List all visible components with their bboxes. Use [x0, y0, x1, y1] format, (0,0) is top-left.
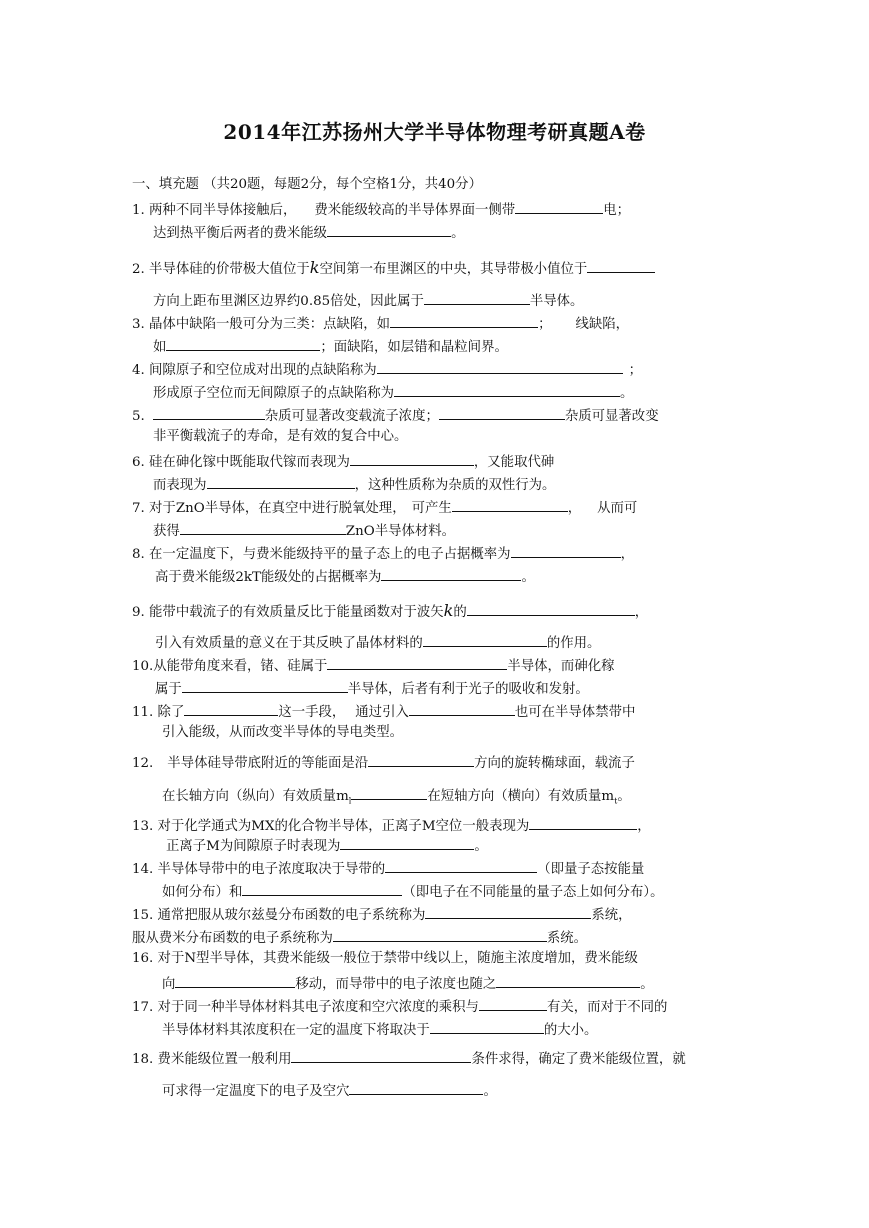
question-17-line-2: 半导体材料其浓度积在一定的温度下将取决于 的大小。: [162, 1019, 597, 1040]
question-18-line-2: 可求得一定温度下的电子及空穴 。: [162, 1080, 497, 1101]
answer-blank[interactable]: [409, 701, 515, 716]
answer-blank[interactable]: [479, 996, 547, 1011]
answer-blank[interactable]: [182, 678, 348, 693]
answer-blank[interactable]: [377, 359, 623, 374]
question-15-line-2: 服从费米分布函数的电子系统称为 系统。: [132, 927, 587, 948]
question-3-line-1: 3. 晶体中缺陷一般可分为三类：点缺陷，如 ； 线缺陷，: [132, 313, 629, 334]
question-13-line-2: 正离子M为间隙原子时表现为 。: [166, 835, 488, 856]
answer-blank[interactable]: [291, 1048, 471, 1063]
section-heading: 一、填充题 （共20题，每题2分，每个空格1分，共40分）: [132, 177, 482, 192]
question-5-line-1: 5. 杂质可显著改变载流子浓度； 杂质可显著改变: [132, 405, 659, 426]
answer-blank[interactable]: [153, 405, 265, 420]
question-16-line-2: 向 移动，而导带中的电子浓度也随之 。: [162, 973, 654, 994]
answer-blank[interactable]: [439, 405, 565, 420]
answer-blank[interactable]: [452, 497, 568, 512]
answer-blank[interactable]: [496, 973, 640, 988]
question-6-line-1: 6. 硅在砷化镓中既能取代镓而表现为 ，又能取代砷: [132, 451, 554, 472]
question-8-line-2: 高于费米能级2kT能级处的占据概率为 。: [155, 566, 535, 587]
question-9-line-2: 引入有效质量的意义在于其反映了晶体材料的 的作用。: [155, 632, 600, 653]
answer-blank[interactable]: [242, 881, 402, 896]
question-7-line-2: 获得 ZnO半导体材料。: [153, 520, 455, 541]
question-9-line-1: 9. 能带中载流子的有效质量反比于能量函数对于波矢k的 ，: [132, 601, 649, 620]
answer-blank[interactable]: [511, 543, 621, 558]
question-3-line-2: 如 ；面缺陷，如层错和晶粒间界。: [153, 336, 508, 357]
question-11-line-2: 引入能级，从而改变半导体的导电类型。: [162, 725, 404, 740]
answer-blank[interactable]: [207, 474, 355, 489]
question-6-line-2: 而表现为 ，这种性质称为杂质的双性行为。: [153, 474, 555, 495]
answer-blank[interactable]: [349, 1080, 483, 1095]
answer-blank[interactable]: [385, 858, 537, 873]
answer-blank[interactable]: [394, 382, 620, 397]
question-13-line-1: 13. 对于化学通式为MX的化合物半导体，正离子M空位一般表现为 ，: [132, 815, 651, 836]
question-14-line-1: 14. 半导体导带中的电子浓度取决于导带的 （即量子态按能量: [132, 858, 644, 879]
question-15-line-1: 15. 通常把服从玻尔兹曼分布函数的电子系统称为 系统，: [132, 904, 632, 925]
answer-blank[interactable]: [175, 973, 295, 988]
question-16-line-1: 16. 对于N型半导体，其费米能级一般位于禁带中线以上，随施主浓度增加，费米能级: [132, 951, 638, 966]
answer-blank[interactable]: [351, 785, 427, 800]
answer-blank[interactable]: [166, 336, 320, 351]
question-17-line-1: 17. 对于同一种半导体材料其电子浓度和空穴浓度的乘积与 有关，而对于不同的: [132, 996, 667, 1017]
answer-blank[interactable]: [327, 222, 451, 237]
page-title: 2014年江苏扬州大学半导体物理考研真题A卷: [223, 120, 646, 144]
answer-blank[interactable]: [467, 601, 635, 616]
question-18-line-1: 18. 费米能级位置一般利用 条件求得，确定了费米能级位置，就: [132, 1048, 686, 1069]
question-10-line-1: 10.从能带角度来看，锗、硅属于 半导体，而砷化稼: [132, 655, 615, 676]
question-10-line-2: 属于 半导体，后者有利于光子的吸收和发射。: [155, 678, 589, 699]
question-8-line-1: 8. 在一定温度下，与费米能级持平的量子态上的电子占据概率为 ，: [132, 543, 634, 564]
answer-blank[interactable]: [587, 258, 655, 273]
answer-blank[interactable]: [340, 835, 474, 850]
question-12-line-2: 在长轴方向（纵向）有效质量$m_l$ 在短轴方向（横向）有效质量$m_t$。: [162, 785, 631, 811]
question-2-line-1: 2. 半导体硅的价带极大值位于k空间第一布里渊区的中央，其导带极小值位于: [132, 258, 655, 279]
question-2-line-2: 方向上距布里渊区边界约0.85倍处，因此属于 半导体。: [153, 290, 583, 311]
question-7-line-1: 7. 对于ZnO半导体，在真空中进行脱氧处理， 可产生 ， 从而可: [132, 497, 637, 518]
question-5-line-2: 非平衡载流子的寿命，是有效的复合中心。: [153, 429, 408, 444]
answer-blank[interactable]: [515, 199, 603, 214]
answer-blank[interactable]: [529, 815, 637, 830]
question-14-line-2: 如何分布）和 （即电子在不同能量的量子态上如何分布）。: [162, 881, 663, 902]
answer-blank[interactable]: [333, 927, 547, 942]
answer-blank[interactable]: [425, 904, 591, 919]
answer-blank[interactable]: [350, 451, 474, 466]
question-1-line-1: 1. 两种不同半导体接触后， 费米能级较高的半导体界面一侧带 电；: [132, 199, 630, 220]
answer-blank[interactable]: [180, 520, 346, 535]
answer-blank[interactable]: [368, 752, 474, 767]
answer-blank[interactable]: [184, 701, 278, 716]
answer-blank[interactable]: [390, 313, 538, 328]
question-12-line-1: 12. 半导体硅导带底附近的等能面是沿 方向的旋转椭球面，载流子: [132, 752, 635, 773]
question-1-line-2: 达到热平衡后两者的费米能级 。: [153, 222, 464, 243]
question-11-line-1: 11. 除了 这一手段， 通过引入 也可在半导体禁带中: [132, 701, 635, 722]
answer-blank[interactable]: [381, 566, 521, 581]
question-4-line-1: 4. 间隙原子和空位成对出现的点缺陷称为 ；: [132, 359, 642, 380]
answer-blank[interactable]: [424, 290, 530, 305]
answer-blank[interactable]: [327, 655, 507, 670]
answer-blank[interactable]: [430, 1019, 544, 1034]
answer-blank[interactable]: [423, 632, 547, 647]
question-4-line-2: 形成原子空位而无间隙原子的点缺陷称为 。: [153, 382, 633, 403]
